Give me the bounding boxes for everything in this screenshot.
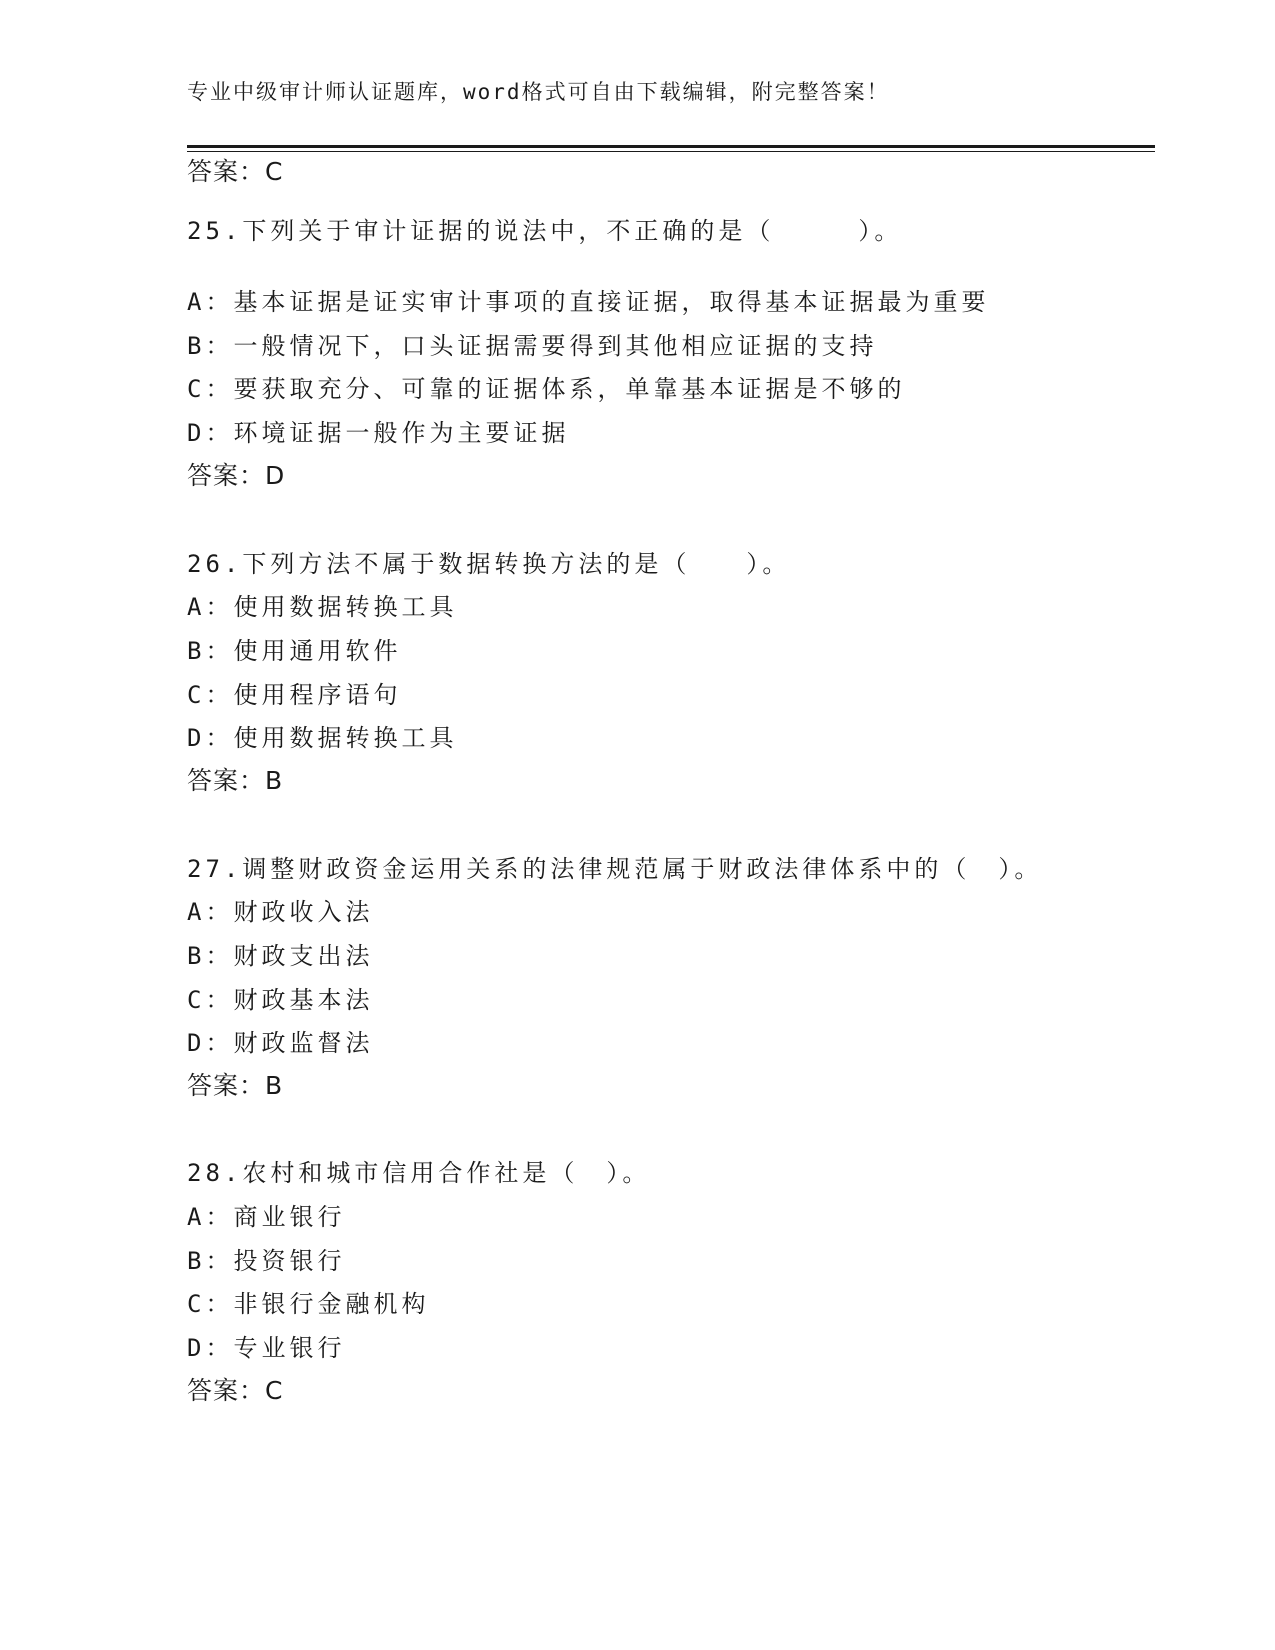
option-d: D：专业银行 [187, 1334, 346, 1362]
question-stem: 25.下列关于审计证据的说法中，不正确的是（ ）。 [187, 217, 903, 245]
option-a: A：财政收入法 [187, 898, 374, 926]
option-b: B：投资银行 [187, 1247, 346, 1275]
option-c: C：财政基本法 [187, 986, 374, 1014]
option-a: A：商业银行 [187, 1203, 346, 1231]
answer: 答案：D [187, 461, 286, 490]
answer: 答案：B [187, 766, 284, 795]
option-d: D：财政监督法 [187, 1029, 374, 1057]
option-c: C：非银行金融机构 [187, 1290, 430, 1318]
answer: 答案：B [187, 1071, 284, 1100]
option-b: B：使用通用软件 [187, 637, 402, 665]
option-b: B：一般情况下，口头证据需要得到其他相应证据的支持 [187, 332, 878, 360]
question-stem: 27.调整财政资金运用关系的法律规范属于财政法律体系中的（ ）。 [187, 855, 1043, 883]
option-a: A：使用数据转换工具 [187, 593, 458, 621]
option-d: D：环境证据一般作为主要证据 [187, 419, 570, 447]
option-d: D：使用数据转换工具 [187, 724, 458, 752]
question-stem: 28.农村和城市信用合作社是（ ）。 [187, 1159, 651, 1187]
question-stem: 26.下列方法不属于数据转换方法的是（ ）。 [187, 550, 791, 578]
answer: 答案：C [187, 1376, 284, 1405]
option-b: B：财政支出法 [187, 942, 374, 970]
option-c: C：使用程序语句 [187, 681, 402, 709]
option-c: C：要获取充分、可靠的证据体系，单靠基本证据是不够的 [187, 375, 906, 403]
header-rule-thick [187, 145, 1155, 148]
header-rule-thin [187, 151, 1155, 152]
previous-answer: 答案：C [187, 157, 284, 186]
page-header: 专业中级审计师认证题库，word格式可自由下载编辑，附完整答案！ [187, 80, 890, 104]
option-a: A：基本证据是证实审计事项的直接证据，取得基本证据最为重要 [187, 288, 990, 316]
